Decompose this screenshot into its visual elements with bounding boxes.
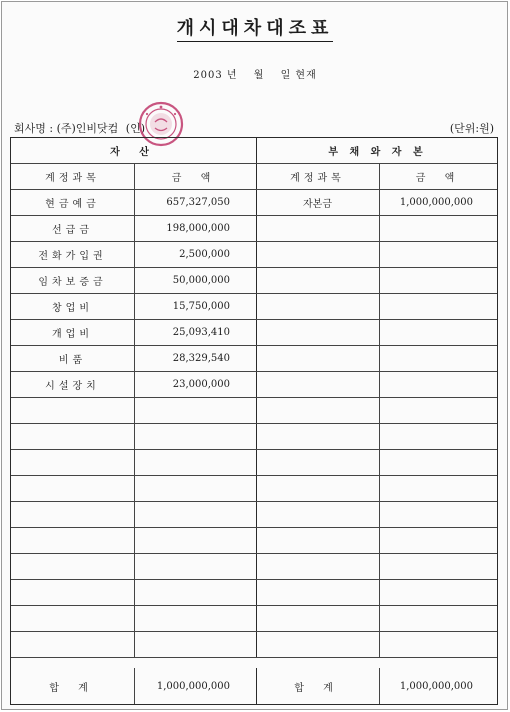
liability-account-cell <box>256 632 379 657</box>
col-header-amount: 금 액 <box>171 173 219 184</box>
liability-amount-cell <box>379 580 499 605</box>
seal-mark: (인) <box>125 122 146 135</box>
date-day: 일 현재 <box>280 70 317 81</box>
asset-amount-cell: 2,500,000 <box>179 249 230 260</box>
liability-account-cell <box>256 450 379 475</box>
table-row <box>11 632 497 658</box>
liability-amount-cell <box>379 398 499 423</box>
col-header-amount-2: 금 액 <box>415 173 463 184</box>
unit-label: (단위:원) <box>449 122 494 135</box>
table-row <box>11 398 497 424</box>
asset-amount-cell <box>134 606 256 631</box>
liability-account-cell: 자본금 <box>303 199 332 210</box>
asset-amount-cell <box>134 580 256 605</box>
asset-amount-cell <box>134 502 256 527</box>
liability-amount-cell <box>379 216 499 241</box>
asset-amount-cell: 50,000,000 <box>172 275 230 286</box>
assets-total-amount: 1,000,000,000 <box>156 680 230 692</box>
table-row <box>11 242 497 268</box>
col-header-account: 계정과목 <box>45 173 100 184</box>
liability-amount-cell <box>379 528 499 553</box>
asset-account-cell <box>11 632 134 657</box>
col-header-account-2: 계정과목 <box>290 173 345 184</box>
liability-amount-cell <box>379 268 499 293</box>
liability-account-cell <box>256 476 379 501</box>
date-month: 월 <box>253 70 265 81</box>
asset-amount-cell: 657,327,050 <box>166 197 230 208</box>
asset-account-cell <box>11 476 134 501</box>
asset-amount-cell: 28,329,540 <box>172 353 230 364</box>
asset-account-cell <box>11 450 134 475</box>
asset-account-cell: 비품 <box>58 355 87 366</box>
liability-account-cell <box>256 424 379 449</box>
asset-account-cell: 창업비 <box>52 303 93 314</box>
liability-amount-cell <box>379 346 499 371</box>
liability-account-cell <box>256 320 379 345</box>
liabilities-total-label: 합 계 <box>294 682 341 694</box>
table-row <box>11 190 497 216</box>
liability-account-cell <box>256 528 379 553</box>
liability-account-cell <box>256 502 379 527</box>
asset-amount-cell <box>134 476 256 501</box>
table-row <box>11 528 497 554</box>
table-row <box>11 450 497 476</box>
asset-account-cell: 시설장치 <box>45 381 100 392</box>
liability-amount-cell <box>379 424 499 449</box>
asset-account-cell: 개업비 <box>52 329 93 340</box>
asset-account-cell <box>11 606 134 631</box>
asset-account-cell: 현금예금 <box>45 199 100 210</box>
liability-amount-cell <box>379 372 499 397</box>
liability-amount-cell <box>379 294 499 319</box>
liability-amount-cell <box>379 242 499 267</box>
table-row <box>11 320 497 346</box>
table-row <box>11 268 497 294</box>
assets-total-label: 합 계 <box>49 682 96 694</box>
table-row <box>11 606 497 632</box>
asset-amount-cell: 25,093,410 <box>172 327 230 338</box>
asset-account-cell <box>11 528 134 553</box>
as-of-date <box>0 66 510 81</box>
asset-account-cell <box>11 554 134 579</box>
asset-account-cell: 선급금 <box>52 225 93 236</box>
section-header-row <box>11 138 497 164</box>
liability-account-cell <box>256 268 379 293</box>
table-row <box>11 502 497 528</box>
table-row <box>11 216 497 242</box>
asset-amount-cell <box>134 632 256 657</box>
liability-account-cell <box>256 294 379 319</box>
asset-account-cell: 전화가입권 <box>38 251 107 262</box>
liability-account-cell <box>256 580 379 605</box>
asset-account-cell <box>11 398 134 423</box>
asset-amount-cell: 23,000,000 <box>172 379 230 390</box>
balance-sheet-table <box>10 137 498 705</box>
asset-amount-cell <box>134 528 256 553</box>
liability-amount-cell: 1,000,000,000 <box>399 197 473 208</box>
asset-account-cell <box>11 502 134 527</box>
assets-section-header: 자 산 <box>110 147 157 158</box>
totals-row <box>11 668 497 704</box>
table-row <box>11 476 497 502</box>
asset-amount-cell <box>134 398 256 423</box>
asset-amount-cell <box>134 424 256 449</box>
asset-amount-cell <box>134 450 256 475</box>
document-title: 개시대차대조표 <box>0 14 510 40</box>
date-year: 2003 년 <box>193 70 238 81</box>
liability-amount-cell <box>379 476 499 501</box>
asset-amount-cell: 198,000,000 <box>166 223 230 234</box>
liability-amount-cell <box>379 502 499 527</box>
column-header-row <box>11 164 497 190</box>
liability-amount-cell <box>379 450 499 475</box>
liability-amount-cell <box>379 606 499 631</box>
table-row <box>11 554 497 580</box>
liability-amount-cell <box>379 632 499 657</box>
liability-amount-cell <box>379 320 499 345</box>
liabilities-section-header: 부 채 와 자 본 <box>328 147 427 158</box>
table-row <box>11 580 497 606</box>
liability-account-cell <box>256 398 379 423</box>
company-name: 회사명 : (주)인비닷컴 (인) <box>14 122 146 135</box>
asset-account-cell <box>11 424 134 449</box>
asset-amount-cell <box>134 554 256 579</box>
liability-account-cell <box>256 216 379 241</box>
liability-account-cell <box>256 606 379 631</box>
liability-account-cell <box>256 554 379 579</box>
table-row <box>11 372 497 398</box>
liability-account-cell <box>256 346 379 371</box>
table-row <box>11 346 497 372</box>
asset-account-cell: 임차보증금 <box>38 277 107 288</box>
table-row <box>11 294 497 320</box>
asset-account-cell <box>11 580 134 605</box>
table-row <box>11 424 497 450</box>
liability-account-cell <box>256 242 379 267</box>
liability-account-cell <box>256 372 379 397</box>
liabilities-total-amount: 1,000,000,000 <box>399 680 473 692</box>
liability-amount-cell <box>379 554 499 579</box>
asset-amount-cell: 15,750,000 <box>172 301 230 312</box>
